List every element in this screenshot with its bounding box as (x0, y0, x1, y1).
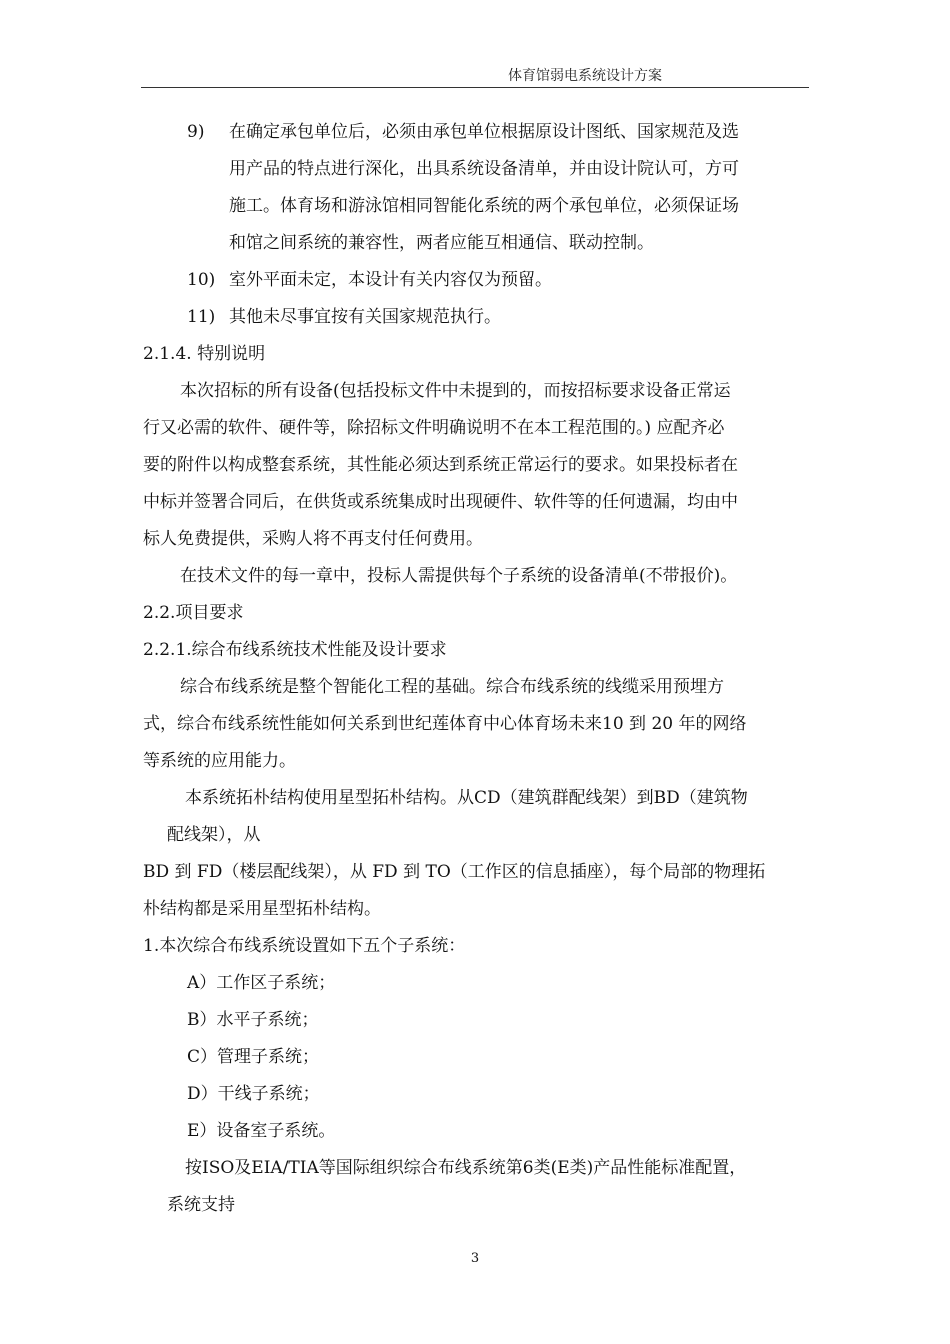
section-heading-2-2-1: 2.2.1.综合布线系统技术性能及设计要求 (143, 640, 447, 660)
text-line: 在确定承包单位后，必须由承包单位根据原设计图纸、国家规范及选 (229, 122, 739, 142)
text-line: 综合布线系统是整个智能化工程的基础。综合布线系统的线缆采用预埋方 (180, 677, 724, 697)
list-item: B）水平子系统； (187, 1010, 319, 1030)
list-item: D）干线子系统； (187, 1084, 320, 1104)
text-line: 系统支持 (167, 1195, 235, 1215)
header-title: 体育馆弱电系统设计方案 (508, 68, 662, 84)
list-intro: 1.本次综合布线系统设置如下五个子系统： (143, 936, 466, 956)
list-item: E）设备室子系统。 (187, 1121, 336, 1141)
text-line: 本系统拓朴结构使用星型拓朴结构。从CD（建筑群配线架）到BD（建筑物 (185, 788, 748, 808)
page-number: 3 (470, 1251, 480, 1266)
item-number: 9) (187, 122, 205, 142)
text-line: 要的附件以构成整套系统，其性能必须达到系统正常运行的要求。如果投标者在 (143, 455, 738, 475)
text-line: 本次招标的所有设备(包括投标文件中未提到的，而按招标要求设备正常运 (180, 381, 731, 401)
section-heading-2-1-4: 2.1.4. 特别说明 (143, 344, 266, 364)
section-heading-2-2: 2.2.项目要求 (143, 603, 244, 623)
text-line: 按ISO及EIA/TIA等国际组织综合布线系统第6类(E类)产品性能标准配置， (185, 1158, 747, 1178)
text-line: 配线架），从 (167, 825, 261, 845)
list-item: C）管理子系统； (187, 1047, 320, 1067)
text-line: 其他未尽事宜按有关国家规范执行。 (229, 307, 501, 327)
text-line: 行又必需的软件、硬件等，除招标文件明确说明不在本工程范围的。) 应配齐必 (143, 418, 725, 438)
text-line: 式，综合布线系统性能如何关系到世纪莲体育中心体育场未来10 到 20 年的网络 (143, 714, 747, 734)
text-line: 用产品的特点进行深化，出具系统设备清单，并由设计院认可，方可 (229, 159, 739, 179)
text-line: 和馆之间系统的兼容性，两者应能互相通信、联动控制。 (229, 233, 654, 253)
text-line: 朴结构都是采用星型拓朴结构。 (143, 899, 381, 919)
text-line: 标人免费提供，采购人将不再支付任何费用。 (143, 529, 483, 549)
item-number: 11) (187, 307, 216, 327)
paragraph-equipment-list: 在技术文件的每一章中，投标人需提供每个子系统的设备清单(不带报价)。 (180, 566, 738, 586)
text-line: 室外平面未定，本设计有关内容仅为预留。 (229, 270, 552, 290)
list-item: A）工作区子系统； (187, 973, 336, 993)
text-line: 等系统的应用能力。 (143, 751, 296, 771)
item-number: 10) (187, 270, 216, 290)
text-line: 施工。体育场和游泳馆相同智能化系统的两个承包单位，必须保证场 (229, 196, 739, 216)
text-line: BD 到 FD（楼层配线架），从 FD 到 TO（工作区的信息插座），每个局部的物理拓 (143, 862, 766, 882)
header-rule (141, 87, 809, 88)
text-line: 中标并签署合同后，在供货或系统集成时出现硬件、软件等的任何遗漏，均由中 (143, 492, 738, 512)
